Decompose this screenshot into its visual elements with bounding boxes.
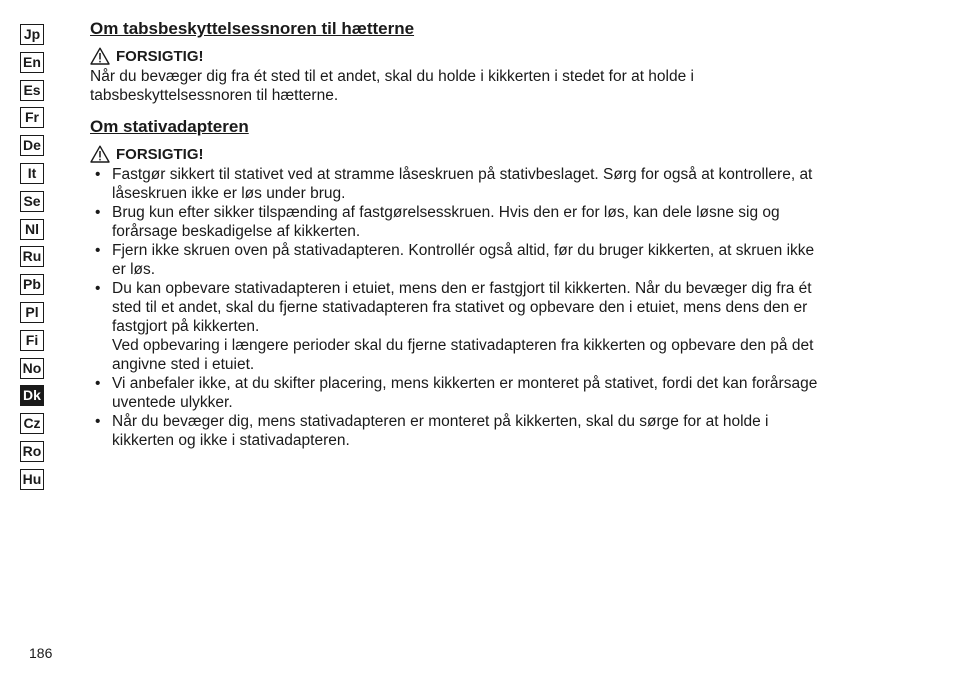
text-line: angivne sted i etuiet.	[112, 356, 255, 373]
language-tab-cz[interactable]: Cz	[20, 413, 44, 434]
bullet-dot: •	[95, 204, 101, 221]
text-line: Du kan opbevare stativadapteren i etuiet, mens den er fastgjort til kikkerten. Når du bevæger dig fra ét	[112, 280, 812, 297]
text-line: Når du bevæger dig, mens stativadapteren er monteret på kikkerten, skal du sørge for at holde i	[112, 413, 769, 430]
caution-label: FORSIGTIG!	[116, 145, 204, 163]
section-title-lanyard: Om tabsbeskyttelsessnoren til hætterne	[90, 19, 415, 38]
language-tab-ru[interactable]: Ru	[20, 246, 44, 267]
text-line: Når du bevæger dig fra ét sted til et andet, skal du holde i kikkerten i stedet for at holde i	[90, 68, 694, 85]
language-tab-jp[interactable]: Jp	[20, 24, 44, 45]
bullet-dot: •	[95, 280, 101, 297]
caution-notice	[90, 46, 910, 66]
language-tab-es[interactable]: Es	[20, 80, 44, 101]
list-item	[90, 241, 910, 279]
bullet-dot: •	[95, 413, 101, 430]
tripod-caution-list	[90, 165, 910, 450]
language-tab-pb[interactable]: Pb	[20, 274, 44, 295]
list-item	[90, 374, 910, 412]
warning-triangle-icon	[90, 47, 110, 65]
list-item	[90, 279, 910, 374]
language-tab-fr[interactable]: Fr	[20, 107, 44, 128]
text-line: uventede ulykker.	[112, 394, 233, 411]
warning-triangle-icon	[90, 145, 110, 163]
bullet-dot: •	[95, 375, 101, 392]
text-line: Ved opbevaring i længere perioder skal du fjerne stativadapteren fra kikkerten og opbevare den på det	[112, 337, 814, 354]
page-number: 186	[29, 645, 53, 661]
text-line: Brug kun efter sikker tilspænding af fastgørelsesskruen. Hvis den er for løs, kan dele løsne sig og	[112, 204, 780, 221]
bullet-dot: •	[95, 242, 101, 259]
language-tab-nl[interactable]: Nl	[20, 219, 44, 240]
list-item	[90, 203, 910, 241]
main-content	[90, 18, 910, 450]
language-tab-no[interactable]: No	[20, 358, 44, 379]
text-line: er løs.	[112, 261, 156, 278]
text-line: sted til et andet, skal du fjerne stativadapteren fra stativet og opbevare den i etuiet, mens dens den er	[112, 299, 808, 316]
caution-notice	[90, 144, 910, 164]
caution-label: FORSIGTIG!	[116, 47, 204, 65]
language-tab-ro[interactable]: Ro	[20, 441, 44, 462]
language-tab-fi[interactable]: Fi	[20, 330, 44, 351]
language-tabs	[20, 24, 44, 497]
text-line: tabsbeskyttelsessnoren til hætterne.	[90, 87, 339, 104]
language-tab-en[interactable]: En	[20, 52, 44, 73]
language-tab-de[interactable]: De	[20, 135, 44, 156]
text-line: Vi anbefaler ikke, at du skifter placering, mens kikkerten er monteret på stativet, fordi det kan forårsage	[112, 375, 818, 392]
text-line: Fjern ikke skruen oven på stativadapteren. Kontrollér også altid, før du bruger kikkerten, at skruen ikke	[112, 242, 815, 259]
language-tab-it[interactable]: It	[20, 163, 44, 184]
language-tab-dk[interactable]: Dk	[20, 385, 44, 406]
text-line: forårsage beskadigelse af kikkerten.	[112, 223, 361, 240]
text-line: kikkerten og ikke i stativadapteren.	[112, 432, 350, 449]
text-line: fastgjort på kikkerten.	[112, 318, 260, 335]
lanyard-paragraph	[90, 67, 910, 105]
list-item	[90, 165, 910, 203]
language-tab-se[interactable]: Se	[20, 191, 44, 212]
bullet-dot: •	[95, 166, 101, 183]
text-line: Fastgør sikkert til stativet ved at stramme låseskruen på stativbeslaget. Sørg for også at kontrollere, at	[112, 166, 813, 183]
language-tab-pl[interactable]: Pl	[20, 302, 44, 323]
section-title-tripod-adapter: Om stativadapteren	[90, 117, 249, 136]
text-line: låseskruen ikke er løs under brug.	[112, 185, 346, 202]
language-tab-hu[interactable]: Hu	[20, 469, 44, 490]
list-item	[90, 412, 910, 450]
